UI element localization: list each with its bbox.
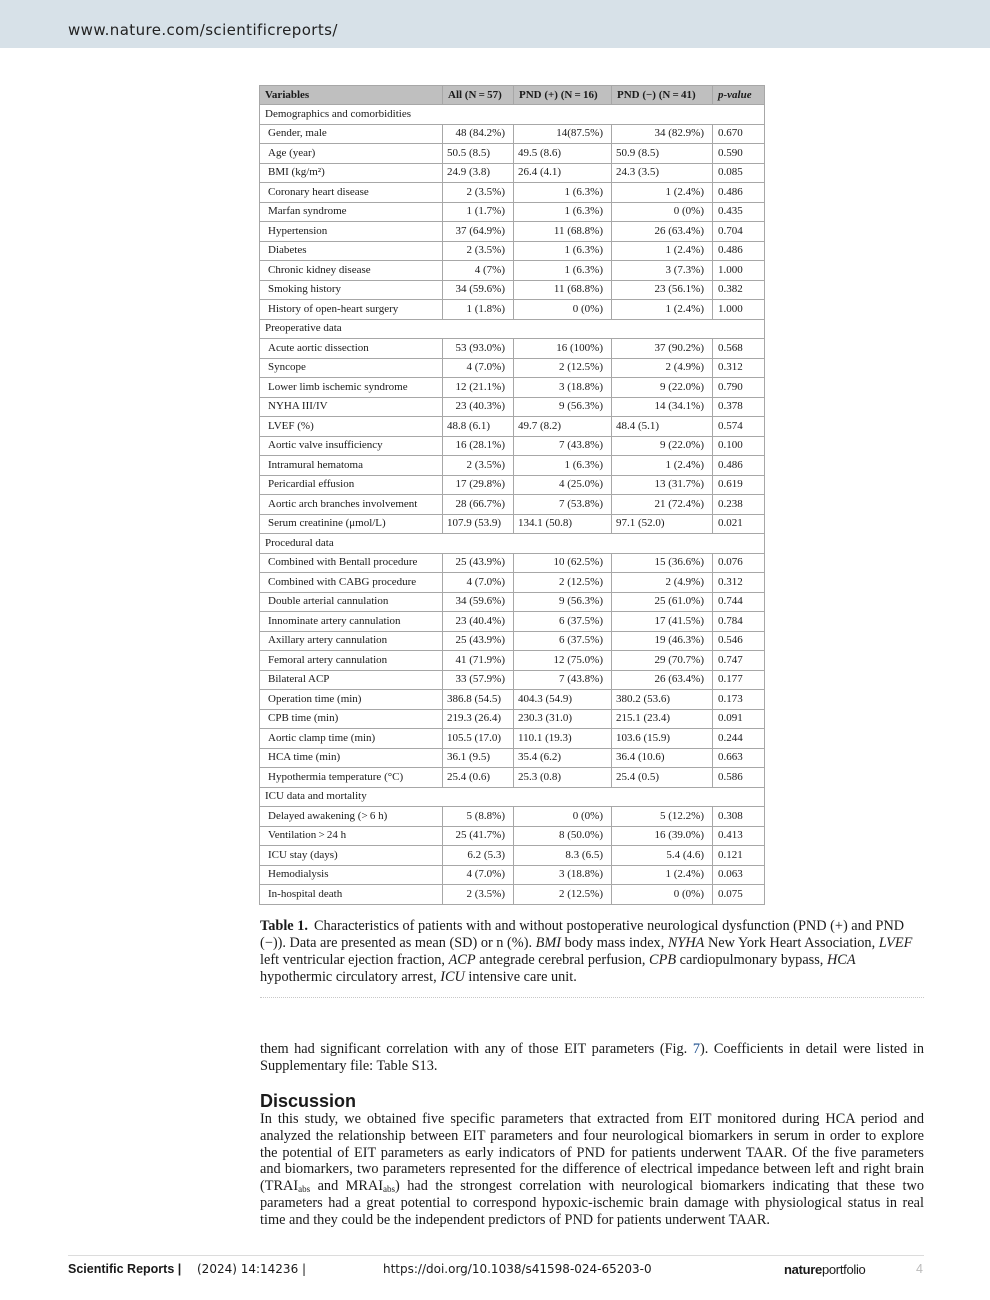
all-cell: 4 (7.0%) — [443, 573, 514, 593]
variable-cell: Ventilation > 24 h — [260, 826, 443, 846]
pnd-positive-cell: 4 (25.0%) — [514, 475, 612, 495]
table-row — [260, 378, 765, 398]
p-value-cell: 0.574 — [713, 417, 765, 437]
pnd-positive-cell: 35.4 (6.2) — [514, 748, 612, 768]
variable-cell: Serum creatinine (μmol/L) — [260, 514, 443, 534]
p-value-cell: 0.121 — [713, 846, 765, 866]
variable-cell: Acute aortic dissection — [260, 339, 443, 359]
pnd-negative-cell: 48.4 (5.1) — [612, 417, 713, 437]
caption-abbreviation: BMI — [535, 935, 562, 951]
table-row — [260, 124, 765, 144]
caption-fragment: body mass index, — [561, 935, 668, 951]
variable-cell: Delayed awakening (> 6 h) — [260, 807, 443, 827]
p-value-cell: 0.076 — [713, 553, 765, 573]
pnd-negative-cell: 215.1 (23.4) — [612, 709, 713, 729]
variable-cell: Chronic kidney disease — [260, 261, 443, 281]
pnd-positive-cell: 26.4 (4.1) — [514, 163, 612, 183]
pnd-negative-cell: 1 (2.4%) — [612, 456, 713, 476]
all-cell: 41 (71.9%) — [443, 651, 514, 671]
caption-text — [260, 918, 912, 985]
pnd-negative-cell: 5.4 (4.6) — [612, 846, 713, 866]
table-row — [260, 456, 765, 476]
pnd-positive-cell: 12 (75.0%) — [514, 651, 612, 671]
table-caption — [260, 918, 924, 986]
p-value-cell: 0.590 — [713, 144, 765, 164]
pnd-negative-cell: 16 (39.0%) — [612, 826, 713, 846]
p-value-cell: 0.021 — [713, 514, 765, 534]
table-row — [260, 495, 765, 515]
p-value-cell: 0.085 — [713, 163, 765, 183]
p-value-cell: 0.486 — [713, 183, 765, 203]
table-row — [260, 163, 765, 183]
pnd-negative-cell: 9 (22.0%) — [612, 378, 713, 398]
pnd-positive-cell: 230.3 (31.0) — [514, 709, 612, 729]
col-header-pnd-positive: PND (+) (N = 16) — [514, 86, 612, 105]
all-cell: 25 (43.9%) — [443, 553, 514, 573]
pnd-positive-cell: 0 (0%) — [514, 807, 612, 827]
p-value-cell: 0.378 — [713, 397, 765, 417]
subscript-abs-1: abs — [298, 1184, 311, 1195]
caption-fragment: Characteristics of patients with and without postoperative neurological dysfunction (PND (+) and PND (−)). Data are presented as mean (SD) or n (%). — [260, 918, 905, 951]
table-row — [260, 514, 765, 534]
variable-cell: Intramural hematoma — [260, 456, 443, 476]
caption-fragment: intensive care unit. — [464, 969, 577, 985]
all-cell: 2 (3.5%) — [443, 183, 514, 203]
table-row — [260, 222, 765, 242]
all-cell: 23 (40.4%) — [443, 612, 514, 632]
all-cell: 34 (59.6%) — [443, 592, 514, 612]
pnd-negative-cell: 14 (34.1%) — [612, 397, 713, 417]
col-header-pnd-negative: PND (−) (N = 41) — [612, 86, 713, 105]
variable-cell: Lower limb ischemic syndrome — [260, 378, 443, 398]
pnd-negative-cell: 103.6 (15.9) — [612, 729, 713, 749]
caption-fragment: New York Heart Association, — [704, 935, 879, 951]
all-cell: 48 (84.2%) — [443, 124, 514, 144]
all-cell: 4 (7.0%) — [443, 358, 514, 378]
pnd-positive-cell: 16 (100%) — [514, 339, 612, 359]
table-row — [260, 670, 765, 690]
variable-cell: ICU stay (days) — [260, 846, 443, 866]
all-cell: 1 (1.7%) — [443, 202, 514, 222]
p-value-cell: 0.670 — [713, 124, 765, 144]
all-cell: 50.5 (8.5) — [443, 144, 514, 164]
pnd-positive-cell: 404.3 (54.9) — [514, 690, 612, 710]
pnd-negative-cell: 37 (90.2%) — [612, 339, 713, 359]
variable-cell: Pericardial effusion — [260, 475, 443, 495]
all-cell: 1 (1.8%) — [443, 300, 514, 320]
pnd-negative-cell: 26 (63.4%) — [612, 222, 713, 242]
pnd-negative-cell: 25 (61.0%) — [612, 592, 713, 612]
pnd-positive-cell: 1 (6.3%) — [514, 241, 612, 261]
table-row — [260, 475, 765, 495]
table-row — [260, 612, 765, 632]
p-value-cell: 0.244 — [713, 729, 765, 749]
variable-cell: Innominate artery cannulation — [260, 612, 443, 632]
table-row — [260, 631, 765, 651]
pnd-negative-cell: 2 (4.9%) — [612, 358, 713, 378]
variable-cell: LVEF (%) — [260, 417, 443, 437]
table-row — [260, 865, 765, 885]
pnd-positive-cell: 6 (37.5%) — [514, 612, 612, 632]
p-value-cell: 0.619 — [713, 475, 765, 495]
pnd-positive-cell: 0 (0%) — [514, 300, 612, 320]
table-row — [260, 417, 765, 437]
p-value-cell: 0.063 — [713, 865, 765, 885]
all-cell: 16 (28.1%) — [443, 436, 514, 456]
pnd-positive-cell: 2 (12.5%) — [514, 885, 612, 905]
pnd-positive-cell: 9 (56.3%) — [514, 397, 612, 417]
table-section-row — [260, 787, 765, 807]
variable-cell: Combined with CABG procedure — [260, 573, 443, 593]
p-value-cell: 0.663 — [713, 748, 765, 768]
p-value-cell: 0.486 — [713, 241, 765, 261]
table-row — [260, 807, 765, 827]
table-row — [260, 280, 765, 300]
all-cell: 36.1 (9.5) — [443, 748, 514, 768]
pnd-negative-cell: 21 (72.4%) — [612, 495, 713, 515]
pnd-positive-cell: 7 (43.8%) — [514, 670, 612, 690]
all-cell: 24.9 (3.8) — [443, 163, 514, 183]
pnd-positive-cell: 8 (50.0%) — [514, 826, 612, 846]
pnd-negative-cell: 29 (70.7%) — [612, 651, 713, 671]
table-row — [260, 729, 765, 749]
table-row — [260, 592, 765, 612]
col-header-all: All (N = 57) — [443, 86, 514, 105]
table-row — [260, 709, 765, 729]
p-value-cell: 0.486 — [713, 456, 765, 476]
section-label: Preoperative data — [260, 319, 765, 339]
table-row — [260, 748, 765, 768]
footer-doi-link[interactable]: https://doi.org/10.1038/s41598-024-65203-0 — [383, 1262, 652, 1276]
pnd-positive-cell: 14(87.5%) — [514, 124, 612, 144]
all-cell: 25 (41.7%) — [443, 826, 514, 846]
pnd-negative-cell: 3 (7.3%) — [612, 261, 713, 281]
pnd-positive-cell: 10 (62.5%) — [514, 553, 612, 573]
pnd-negative-cell: 1 (2.4%) — [612, 300, 713, 320]
figure-7-link[interactable]: 7 — [692, 1041, 700, 1057]
pnd-positive-cell: 7 (53.8%) — [514, 495, 612, 515]
logo-rest-part: portfolio — [821, 1262, 866, 1277]
pnd-negative-cell: 380.2 (53.6) — [612, 690, 713, 710]
pnd-negative-cell: 0 (0%) — [612, 885, 713, 905]
caption-fragment: left ventricular ejection fraction, — [260, 952, 449, 968]
pnd-negative-cell: 50.9 (8.5) — [612, 144, 713, 164]
variable-cell: Marfan syndrome — [260, 202, 443, 222]
pnd-negative-cell: 0 (0%) — [612, 202, 713, 222]
all-cell: 2 (3.5%) — [443, 241, 514, 261]
results-text-end: ). Coefficients in detail were listed in Supplementary file: Table S13. — [260, 1041, 924, 1074]
pnd-negative-cell: 5 (12.2%) — [612, 807, 713, 827]
p-value-cell: 0.238 — [713, 495, 765, 515]
variable-cell: Hemodialysis — [260, 865, 443, 885]
subscript-abs-2: abs — [383, 1184, 396, 1195]
discussion-text-mid: and MRAI — [310, 1178, 384, 1195]
col-header-p-value: p-value — [713, 86, 765, 105]
p-value-cell: 0.784 — [713, 612, 765, 632]
all-cell: 12 (21.1%) — [443, 378, 514, 398]
caption-label: Table 1. — [260, 918, 308, 934]
p-value-cell: 0.413 — [713, 826, 765, 846]
caption-abbreviation: CPB — [649, 952, 677, 968]
footer-citation: (2024) 14:14236 | — [197, 1262, 307, 1276]
p-value-cell: 0.091 — [713, 709, 765, 729]
pnd-negative-cell: 26 (63.4%) — [612, 670, 713, 690]
footer-journal: Scientific Reports | — [68, 1262, 182, 1276]
pnd-negative-cell: 1 (2.4%) — [612, 183, 713, 203]
table-row — [260, 300, 765, 320]
discussion-text-start: In this study, we obtained five specific parameters that extracted from EIT monitored during HCA period and analyzed the relationship between EIT parameters and four neurological biomarkers in serum in order to explore the potential of EIT parameters as early indicators of PND for patients underwent TAAR. Of the five parameters and biomarkers, two parameters represented for the difference of electrical impedance between left and right brain (TRAI — [260, 1111, 924, 1195]
section-label: Demographics and comorbidities — [260, 105, 765, 125]
variable-cell: Syncope — [260, 358, 443, 378]
all-cell: 34 (59.6%) — [443, 280, 514, 300]
p-value-cell: 1.000 — [713, 261, 765, 281]
pnd-negative-cell: 17 (41.5%) — [612, 612, 713, 632]
pnd-negative-cell: 34 (82.9%) — [612, 124, 713, 144]
pnd-negative-cell: 1 (2.4%) — [612, 865, 713, 885]
variable-cell: NYHA III/IV — [260, 397, 443, 417]
table-row — [260, 885, 765, 905]
all-cell: 105.5 (17.0) — [443, 729, 514, 749]
pnd-positive-cell: 8.3 (6.5) — [514, 846, 612, 866]
table-row — [260, 183, 765, 203]
page-number: 4 — [916, 1262, 923, 1276]
nature-portfolio-logo — [784, 1262, 866, 1277]
all-cell: 28 (66.7%) — [443, 495, 514, 515]
table-body — [260, 105, 765, 905]
pnd-positive-cell: 25.3 (0.8) — [514, 768, 612, 788]
variable-cell: Double arterial cannulation — [260, 592, 443, 612]
table-row — [260, 846, 765, 866]
variable-cell: Combined with Bentall procedure — [260, 553, 443, 573]
variable-cell: Diabetes — [260, 241, 443, 261]
variable-cell: History of open-heart surgery — [260, 300, 443, 320]
table-row — [260, 436, 765, 456]
caption-fragment: hypothermic circulatory arrest, — [260, 969, 441, 985]
pnd-positive-cell: 6 (37.5%) — [514, 631, 612, 651]
table-section-row — [260, 534, 765, 554]
caption-divider — [260, 997, 924, 998]
all-cell: 17 (29.8%) — [443, 475, 514, 495]
all-cell: 219.3 (26.4) — [443, 709, 514, 729]
table-row — [260, 202, 765, 222]
pnd-negative-cell: 19 (46.3%) — [612, 631, 713, 651]
caption-abbreviation: LVEF — [878, 935, 913, 951]
all-cell: 33 (57.9%) — [443, 670, 514, 690]
col-header-variables: Variables — [260, 86, 443, 105]
p-value-cell: 0.312 — [713, 358, 765, 378]
p-value-cell: 0.546 — [713, 631, 765, 651]
p-value-cell: 0.308 — [713, 807, 765, 827]
all-cell: 5 (8.8%) — [443, 807, 514, 827]
p-value-cell: 0.312 — [713, 573, 765, 593]
table-row — [260, 553, 765, 573]
table-row — [260, 358, 765, 378]
pnd-positive-cell: 49.7 (8.2) — [514, 417, 612, 437]
p-value-cell: 0.075 — [713, 885, 765, 905]
discussion-paragraph — [260, 1111, 924, 1229]
variable-cell: Coronary heart disease — [260, 183, 443, 203]
pnd-negative-cell: 9 (22.0%) — [612, 436, 713, 456]
pnd-positive-cell: 2 (12.5%) — [514, 573, 612, 593]
pnd-negative-cell: 36.4 (10.6) — [612, 748, 713, 768]
p-value-cell: 0.704 — [713, 222, 765, 242]
variable-cell: BMI (kg/m²) — [260, 163, 443, 183]
caption-abbreviation: HCA — [826, 952, 856, 968]
caption-abbreviation: NYHA — [667, 935, 705, 951]
p-value-cell: 0.435 — [713, 202, 765, 222]
p-value-cell: 0.568 — [713, 339, 765, 359]
table-row — [260, 690, 765, 710]
site-header-bar — [0, 0, 990, 48]
variable-cell: Aortic clamp time (min) — [260, 729, 443, 749]
section-label: Procedural data — [260, 534, 765, 554]
pnd-positive-cell: 2 (12.5%) — [514, 358, 612, 378]
p-value-cell: 0.586 — [713, 768, 765, 788]
pnd-negative-cell: 25.4 (0.5) — [612, 768, 713, 788]
variable-cell: CPB time (min) — [260, 709, 443, 729]
variable-cell: HCA time (min) — [260, 748, 443, 768]
pnd-positive-cell: 7 (43.8%) — [514, 436, 612, 456]
all-cell: 25.4 (0.6) — [443, 768, 514, 788]
pnd-negative-cell: 13 (31.7%) — [612, 475, 713, 495]
pnd-positive-cell: 11 (68.8%) — [514, 280, 612, 300]
table-header-row — [260, 86, 765, 105]
pnd-positive-cell: 1 (6.3%) — [514, 261, 612, 281]
pnd-positive-cell: 3 (18.8%) — [514, 865, 612, 885]
caption-fragment: antegrade cerebral perfusion, — [475, 952, 650, 968]
p-value-cell: 0.177 — [713, 670, 765, 690]
table-row — [260, 573, 765, 593]
p-value-cell: 0.744 — [713, 592, 765, 612]
caption-abbreviation: ACP — [448, 952, 476, 968]
pnd-positive-cell: 11 (68.8%) — [514, 222, 612, 242]
p-value-cell: 0.790 — [713, 378, 765, 398]
results-text-start: them had significant correlation with any of those EIT parameters (Fig. — [260, 1041, 693, 1057]
all-cell: 25 (43.9%) — [443, 631, 514, 651]
variable-cell: Gender, male — [260, 124, 443, 144]
all-cell: 23 (40.3%) — [443, 397, 514, 417]
section-label: ICU data and mortality — [260, 787, 765, 807]
table-row — [260, 261, 765, 281]
table-section-row — [260, 105, 765, 125]
table-row — [260, 397, 765, 417]
pnd-negative-cell: 15 (36.6%) — [612, 553, 713, 573]
table-row — [260, 339, 765, 359]
variable-cell: Aortic valve insufficiency — [260, 436, 443, 456]
discussion-heading: Discussion — [260, 1091, 357, 1111]
pnd-positive-cell: 49.5 (8.6) — [514, 144, 612, 164]
all-cell: 6.2 (5.3) — [443, 846, 514, 866]
all-cell: 4 (7%) — [443, 261, 514, 281]
pnd-negative-cell: 24.3 (3.5) — [612, 163, 713, 183]
variable-cell: Axillary artery cannulation — [260, 631, 443, 651]
all-cell: 386.8 (54.5) — [443, 690, 514, 710]
all-cell: 53 (93.0%) — [443, 339, 514, 359]
variable-cell: Hypertension — [260, 222, 443, 242]
variable-cell: Smoking history — [260, 280, 443, 300]
caption-fragment: cardiopulmonary bypass, — [676, 952, 827, 968]
variable-cell: Femoral artery cannulation — [260, 651, 443, 671]
variable-cell: In-hospital death — [260, 885, 443, 905]
table-row — [260, 241, 765, 261]
table-row — [260, 826, 765, 846]
pnd-positive-cell: 3 (18.8%) — [514, 378, 612, 398]
discussion-text-end: ) had the strongest correlation with neurological biomarkers indicating that these two parameters had a great potential to correspond hypoxic-ischemic brain damage with physiological status in real time and they could be the independent predictors of PND for patients underwent TAAR. — [260, 1178, 925, 1228]
variable-cell: Age (year) — [260, 144, 443, 164]
results-paragraph — [260, 1041, 924, 1075]
all-cell: 48.8 (6.1) — [443, 417, 514, 437]
all-cell: 37 (64.9%) — [443, 222, 514, 242]
pnd-positive-cell: 1 (6.3%) — [514, 202, 612, 222]
site-url[interactable]: www.nature.com/scientificreports/ — [68, 21, 338, 39]
p-value-cell: 0.382 — [713, 280, 765, 300]
variable-cell: Operation time (min) — [260, 690, 443, 710]
pnd-positive-cell: 110.1 (19.3) — [514, 729, 612, 749]
caption-abbreviation: ICU — [440, 969, 465, 985]
p-value-cell: 0.173 — [713, 690, 765, 710]
variable-cell: Aortic arch branches involvement — [260, 495, 443, 515]
p-value-cell: 0.100 — [713, 436, 765, 456]
characteristics-table — [259, 85, 765, 905]
all-cell: 107.9 (53.9) — [443, 514, 514, 534]
all-cell: 2 (3.5%) — [443, 456, 514, 476]
table-row — [260, 768, 765, 788]
p-value-cell: 1.000 — [713, 300, 765, 320]
pnd-negative-cell: 97.1 (52.0) — [612, 514, 713, 534]
all-cell: 4 (7.0%) — [443, 865, 514, 885]
all-cell: 2 (3.5%) — [443, 885, 514, 905]
pnd-positive-cell: 9 (56.3%) — [514, 592, 612, 612]
pnd-positive-cell: 1 (6.3%) — [514, 456, 612, 476]
pnd-negative-cell: 2 (4.9%) — [612, 573, 713, 593]
p-value-cell: 0.747 — [713, 651, 765, 671]
pnd-negative-cell: 23 (56.1%) — [612, 280, 713, 300]
table-row — [260, 144, 765, 164]
pnd-positive-cell: 1 (6.3%) — [514, 183, 612, 203]
variable-cell: Hypothermia temperature (°C) — [260, 768, 443, 788]
footer-divider — [68, 1255, 924, 1256]
table-row — [260, 651, 765, 671]
variable-cell: Bilateral ACP — [260, 670, 443, 690]
table-section-row — [260, 319, 765, 339]
pnd-negative-cell: 1 (2.4%) — [612, 241, 713, 261]
pnd-positive-cell: 134.1 (50.8) — [514, 514, 612, 534]
logo-bold-part: nature — [784, 1262, 822, 1277]
